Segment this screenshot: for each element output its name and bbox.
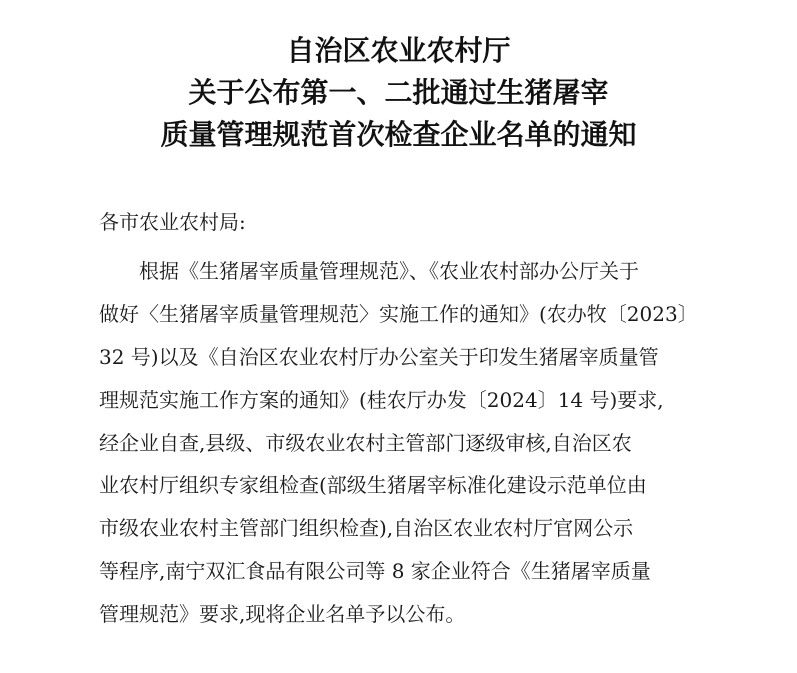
salutation: 各市农业农村局: bbox=[99, 210, 246, 234]
body-line-5: 经企业自查,县级、市级农业农村主管部门逐级审核,自治区农 bbox=[99, 430, 632, 455]
title-line-1: 自治区农业农村厅 bbox=[286, 34, 511, 67]
body-line-2: 做好〈生猪屠宰质量管理规范〉实施工作的通知》(农办牧〔2023〕 bbox=[99, 301, 698, 326]
notice-body bbox=[99, 256, 699, 642]
title-line-2: 关于公布第一、二批通过生猪屠宰 bbox=[188, 76, 609, 109]
notice-title bbox=[0, 30, 797, 156]
body-line-4: 理规范实施工作方案的通知》(桂农厅办发〔2024〕14 号)要求, bbox=[99, 387, 664, 412]
body-line-1: 根据《生猪屠宰质量管理规范》、《农业农村部办公厅关于 bbox=[139, 259, 639, 283]
body-line-9: 管理规范》要求,现将企业名单予以公布。 bbox=[99, 602, 466, 627]
body-line-7: 市级农业农村主管部门组织检查),自治区农业农村厅官网公示 bbox=[99, 516, 634, 541]
title-line-3: 质量管理规范首次检查企业名单的通知 bbox=[160, 118, 637, 151]
body-line-6: 业农村厅组织专家组检查(部级生猪屠宰标准化建设示范单位由 bbox=[99, 473, 647, 498]
body-line-8: 等程序,南宁双汇食品有限公司等 8 家企业符合《生猪屠宰质量 bbox=[99, 559, 651, 584]
body-line-3: 32 号)以及《自治区农业农村厅办公室关于印发生猪屠宰质量管 bbox=[99, 344, 659, 369]
